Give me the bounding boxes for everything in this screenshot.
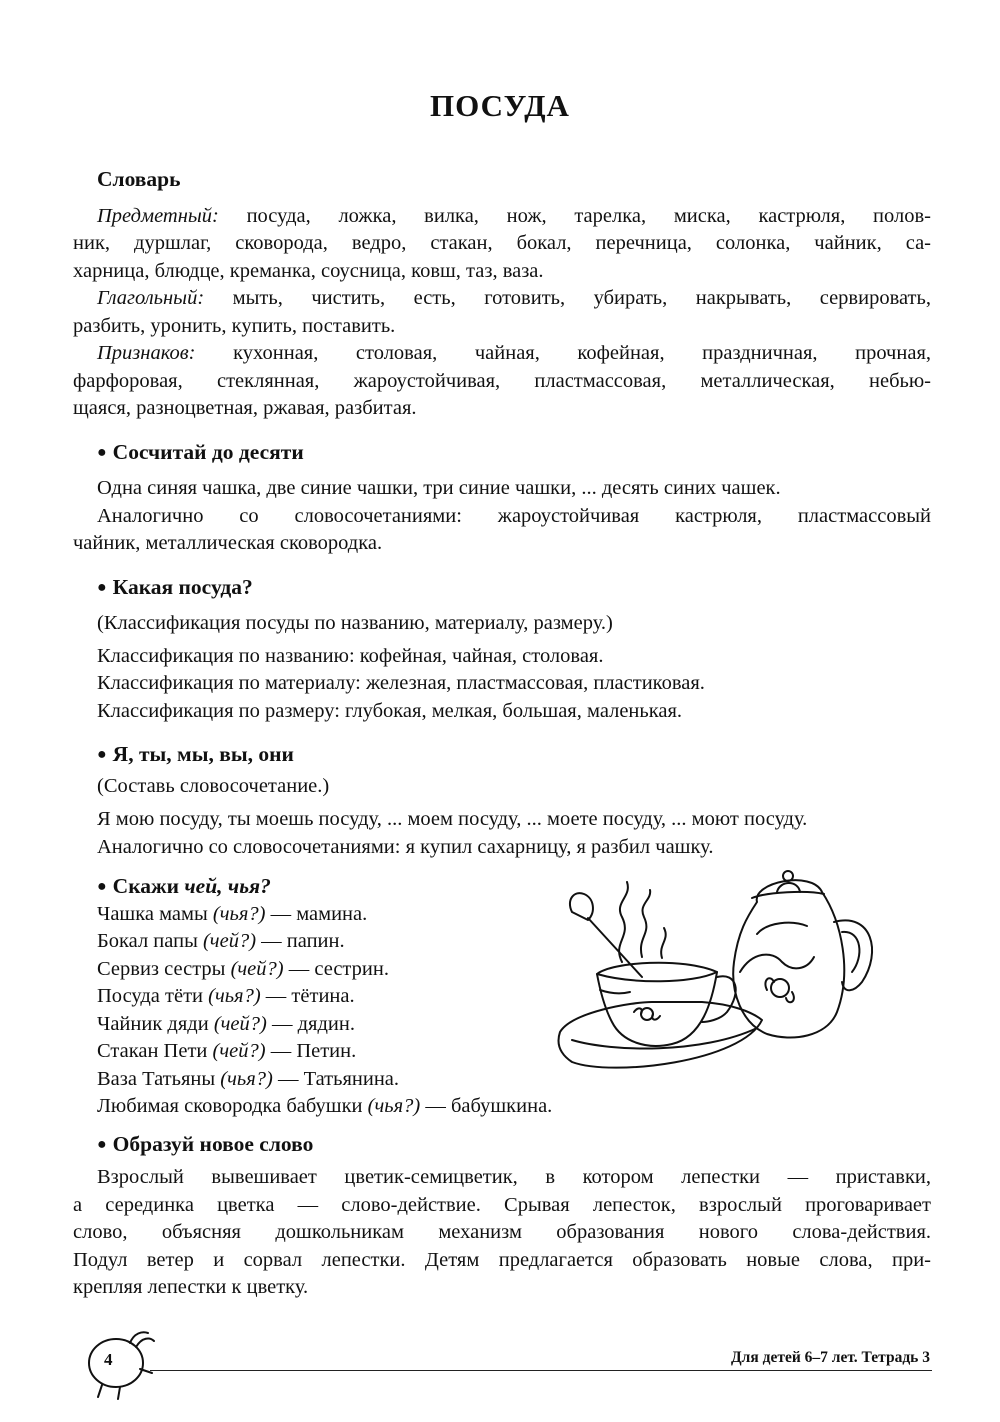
which-line: Классификация по материалу: железная, пластмассовая, пластиковая. xyxy=(97,672,705,694)
count-line: чайник, металлическая сковородка. xyxy=(73,532,383,554)
whose-item: Чашка мамы (чья?) — мамина. xyxy=(97,902,368,925)
whose-heading-italic: чей, чья? xyxy=(184,874,271,898)
footer-rule xyxy=(150,1370,932,1371)
vocab-attr-line: фарфоровая, стеклянная, жароустойчивая, пластмассовая, металлическая, небью- xyxy=(73,369,931,392)
bullet-icon: ● xyxy=(97,1135,107,1153)
vocab-subject-line xyxy=(73,203,931,231)
vocab-attr-paragraph xyxy=(73,340,931,423)
verb-text-1: мыть, чистить, есть, готовить, убирать, накрывать, сервировать, xyxy=(204,287,931,309)
newword-line: Взрослый вывешивает цветик-семицветик, в котором лепестки — приставки, xyxy=(97,1166,931,1188)
pronouns-note: (Составь словосочетание.) xyxy=(97,774,330,797)
vocab-verb-line: разбить, уронить, купить, поставить. xyxy=(73,314,396,337)
whose-item: Ваза Татьяны (чья?) — Татьянина. xyxy=(97,1067,400,1090)
teapot-icon xyxy=(733,880,844,1037)
which-line: Классификация по размеру: глубокая, мелкая, большая, маленькая. xyxy=(97,699,683,722)
page-title: ПОСУДА xyxy=(430,88,570,123)
newword-heading xyxy=(97,1131,931,1159)
count-line: Аналогично со словосочетаниями: жароустойчивая кастрюля, пластмассовый xyxy=(97,504,931,527)
count-heading xyxy=(97,439,931,467)
subject-label: Предметный: xyxy=(97,204,219,227)
newword-line: слово, объясняя дошкольникам механизм образования нового слова-действия. xyxy=(73,1221,931,1243)
vocab-subject-paragraph xyxy=(73,203,931,286)
whose-item: Любимая сковородка бабушки (чья?) — бабушкина. xyxy=(97,1095,553,1117)
attr-label: Признаков: xyxy=(97,342,196,364)
whose-item: Стакан Пети (чей?) — Петин. xyxy=(97,1040,357,1062)
bullet-icon: ● xyxy=(97,746,107,763)
count-line: Одна синяя чашка, две синие чашки, три синие чашки, ... десять синих чашек. xyxy=(97,477,781,499)
which-heading-text: Какая посуда? xyxy=(112,574,253,599)
page-content xyxy=(73,164,931,1302)
subject-text-1: посуда, ложка, вилка, нож, тарелка, миска, кастрюля, полов- xyxy=(218,204,931,227)
newword-line: крепляя лепестки к цветку. xyxy=(73,1276,309,1298)
newword-line: а серединка цветка — слово-действие. Срывая лепесток, взрослый проговаривает xyxy=(73,1193,931,1216)
attr-text-1: кухонная, столовая, чайная, кофейная, праздничная, прочная, xyxy=(195,342,931,364)
page-number: 4 xyxy=(104,1350,113,1369)
verb-label: Глагольный: xyxy=(97,287,205,309)
whose-heading-text: Скажи xyxy=(112,874,185,898)
page-number-bug-icon xyxy=(80,1323,160,1403)
count-heading-text: Сосчитай до десяти xyxy=(112,439,304,464)
pronouns-line: Я мою посуду, ты моешь посуду, ... моем посуду, ... моете посуду, ... моют посуду. xyxy=(97,808,808,830)
whose-item: Бокал папы (чей?) — папин. xyxy=(97,930,345,952)
spoon-icon xyxy=(570,893,593,920)
saucer-icon xyxy=(559,1002,763,1068)
tea-set-illustration xyxy=(552,862,897,1092)
bullet-icon: ● xyxy=(97,578,107,596)
which-line: Классификация по названию: кофейная, чайная, столовая. xyxy=(97,644,604,667)
bullet-icon: ● xyxy=(97,878,107,895)
whose-item: Сервиз сестры (чей?) — сестрин. xyxy=(97,957,389,980)
cup-icon xyxy=(597,963,717,1046)
footer-caption: Для детей 6–7 лет. Тетрадь 3 xyxy=(730,1349,930,1366)
vocab-attr-line xyxy=(73,340,931,368)
whose-item: Чайник дяди (чей?) — дядин. xyxy=(97,1012,355,1035)
vocab-verb-paragraph xyxy=(73,285,931,340)
pronouns-line: Аналогично со словосочетаниями: я купил сахарницу, я разбил чашку. xyxy=(97,835,714,858)
whose-item: Посуда тёти (чья?) — тётина. xyxy=(97,985,355,1007)
vocab-subject-line: ник, дуршлаг, сковорода, ведро, стакан, бокал, перечница, солонка, чайник, са- xyxy=(73,232,931,254)
which-heading xyxy=(97,574,931,602)
vocab-subject-line: харница, блюдце, креманка, соусница, ковш, таз, ваза. xyxy=(73,259,544,282)
pronouns-heading-text: Я, ты, мы, вы, они xyxy=(112,742,294,766)
vocab-heading xyxy=(97,166,931,194)
bullet-icon: ● xyxy=(97,443,107,461)
vocab-heading-text: Словарь xyxy=(97,167,181,191)
vocab-attr-line: щаяся, разноцветная, ржавая, разбитая. xyxy=(73,397,417,419)
newword-heading-text: Образуй новое слово xyxy=(112,1131,314,1156)
which-note: (Классификация посуды по названию, материалу, размеру.) xyxy=(97,612,613,634)
pronouns-heading xyxy=(97,741,931,769)
newword-line: Подул ветер и сорвал лепестки. Детям предлагается образовать новые слова, при- xyxy=(73,1248,931,1271)
vocab-verb-line xyxy=(73,285,931,313)
